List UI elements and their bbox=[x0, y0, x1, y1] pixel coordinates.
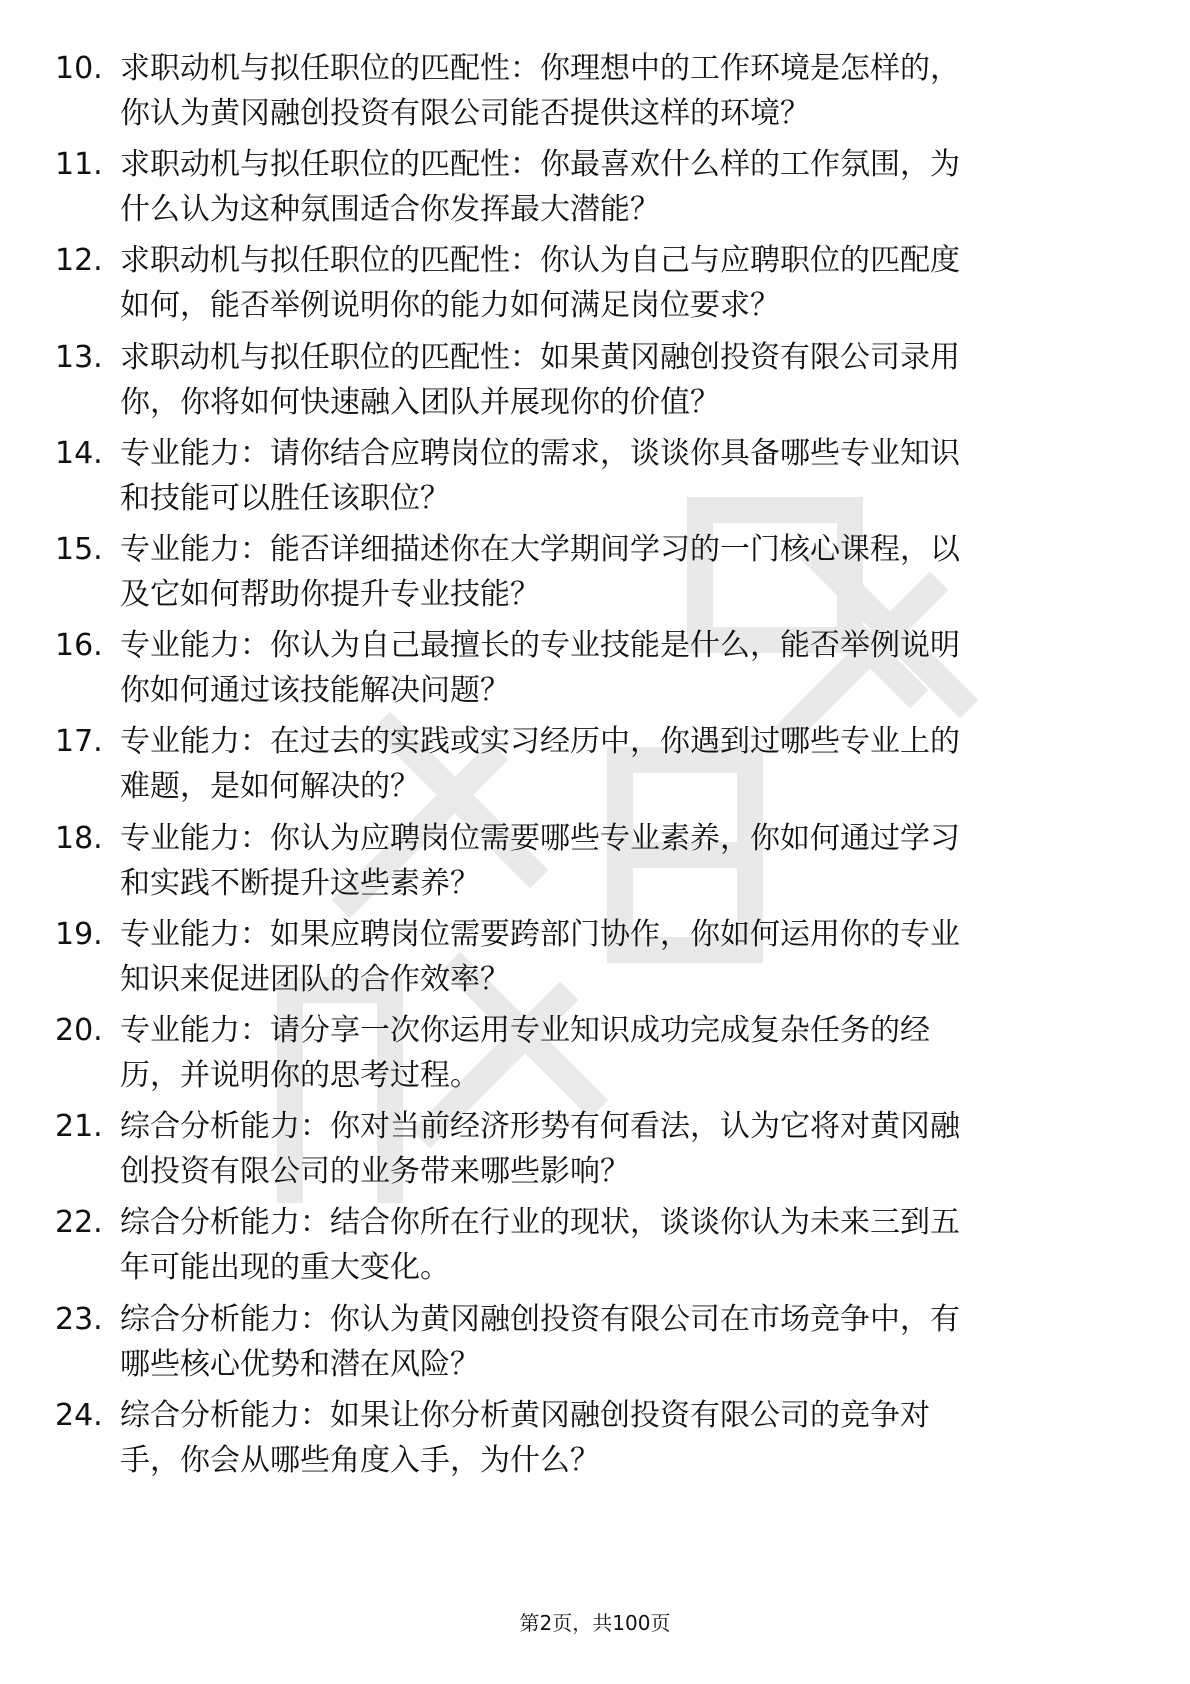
question-text-line: 难题，是如何解决的？ bbox=[120, 769, 420, 805]
question-item bbox=[55, 623, 1135, 713]
question-number: 17. bbox=[55, 724, 103, 760]
question-text-line: 求职动机与拟任职位的匹配性：如果黄冈融创投资有限公司录用 bbox=[120, 339, 960, 375]
question-number: 10. bbox=[55, 51, 103, 86]
question-item bbox=[55, 1008, 1135, 1098]
question-number: 19. bbox=[55, 916, 103, 952]
question-item bbox=[55, 1200, 1135, 1290]
question-text-line: 专业能力：能否详细描述你在大学期间学习的一门核心课程，以 bbox=[120, 532, 960, 567]
question-text-line: 什么认为这种氛围适合你发挥最大潜能？ bbox=[120, 192, 660, 228]
question-text-line: 你如何通过该技能解决问题？ bbox=[120, 673, 510, 709]
question-item bbox=[55, 1393, 1135, 1483]
question-number: 16. bbox=[55, 628, 103, 664]
question-item bbox=[55, 142, 1135, 232]
question-text-line: 综合分析能力：你认为黄冈融创投资有限公司在市场竞争中，有 bbox=[120, 1301, 960, 1337]
question-text-line: 专业能力：你认为应聘岗位需要哪些专业素养，你如何通过学习 bbox=[120, 820, 960, 856]
question-text-line: 你认为黄冈融创投资有限公司能否提供这样的环境？ bbox=[120, 96, 810, 131]
question-number: 14. bbox=[55, 435, 103, 471]
question-text bbox=[120, 527, 1120, 617]
question-text-line: 专业能力：如果应聘岗位需要跨部门协作，你如何运用你的专业 bbox=[120, 916, 960, 952]
question-text-line: 历，并说明你的思考过程。 bbox=[120, 1058, 480, 1093]
question-text-line: 手，你会从哪些角度入手，为什么？ bbox=[120, 1442, 600, 1478]
question-text bbox=[120, 335, 1120, 425]
question-text-line: 创投资有限公司的业务带来哪些影响？ bbox=[120, 1154, 630, 1190]
question-text bbox=[120, 912, 1120, 1002]
question-text bbox=[120, 1297, 1120, 1387]
question-number: 23. bbox=[55, 1301, 103, 1337]
question-text-line: 你，你将如何快速融入团队并展现你的价值？ bbox=[120, 384, 720, 420]
question-item bbox=[55, 46, 1135, 136]
question-text bbox=[120, 46, 1120, 136]
question-number: 22. bbox=[55, 1205, 103, 1241]
question-text-line: 和技能可以胜任该职位？ bbox=[120, 480, 450, 516]
question-text-line: 知识来促进团队的合作效率？ bbox=[120, 961, 510, 997]
question-text-line: 如何，能否举例说明你的能力如何满足岗位要求？ bbox=[120, 288, 780, 324]
question-text-line: 专业能力：在过去的实践或实习经历中，你遇到过哪些专业上的 bbox=[120, 724, 960, 760]
question-item bbox=[55, 912, 1135, 1002]
question-text bbox=[120, 142, 1120, 232]
question-number: 12. bbox=[55, 243, 103, 279]
question-number: 15. bbox=[55, 532, 103, 567]
question-text bbox=[120, 238, 1120, 328]
question-item bbox=[55, 527, 1135, 617]
question-text bbox=[120, 431, 1120, 521]
question-text-line: 专业能力：请你结合应聘岗位的需求，谈谈你具备哪些专业知识 bbox=[120, 435, 960, 471]
question-text-line: 求职动机与拟任职位的匹配性：你认为自己与应聘职位的匹配度 bbox=[120, 243, 960, 279]
question-text-line: 哪些核心优势和潜在风险？ bbox=[120, 1346, 480, 1382]
question-text-line: 综合分析能力：结合你所在行业的现状，谈谈你认为未来三到五 bbox=[120, 1205, 960, 1241]
question-text-line: 综合分析能力：如果让你分析黄冈融创投资有限公司的竞争对 bbox=[120, 1397, 930, 1433]
question-item bbox=[55, 335, 1135, 425]
question-number: 20. bbox=[55, 1013, 103, 1048]
page-number-footer: 第2页，共100页 bbox=[519, 1611, 671, 1635]
question-text-line: 求职动机与拟任职位的匹配性：你最喜欢什么样的工作氛围，为 bbox=[120, 147, 960, 183]
question-text bbox=[120, 719, 1120, 809]
question-item bbox=[55, 719, 1135, 809]
question-text bbox=[120, 1200, 1120, 1290]
question-text bbox=[120, 1008, 1120, 1098]
question-text-line: 和实践不断提升这些素养？ bbox=[120, 865, 480, 901]
question-number: 24. bbox=[55, 1397, 103, 1433]
question-item bbox=[55, 1104, 1135, 1194]
question-item bbox=[55, 1297, 1135, 1387]
question-text bbox=[120, 623, 1120, 713]
question-text-line: 专业能力：你认为自己最擅长的专业技能是什么，能否举例说明 bbox=[120, 628, 960, 664]
question-text-line: 年可能出现的重大变化。 bbox=[120, 1250, 450, 1286]
question-item bbox=[55, 431, 1135, 521]
question-number: 13. bbox=[55, 339, 103, 375]
question-text bbox=[120, 1104, 1120, 1194]
question-text-line: 求职动机与拟任职位的匹配性：你理想中的工作环境是怎样的， bbox=[120, 51, 960, 86]
question-number: 11. bbox=[55, 147, 103, 183]
question-text-line: 专业能力：请分享一次你运用专业知识成功完成复杂任务的经 bbox=[120, 1013, 930, 1048]
question-text bbox=[120, 816, 1120, 906]
question-item bbox=[55, 816, 1135, 906]
question-text-line: 及它如何帮助你提升专业技能？ bbox=[120, 577, 540, 612]
question-number: 21. bbox=[55, 1109, 103, 1145]
question-text bbox=[120, 1393, 1120, 1483]
question-text-line: 综合分析能力：你对当前经济形势有何看法，认为它将对黄冈融 bbox=[120, 1109, 960, 1145]
question-item bbox=[55, 238, 1135, 328]
question-number: 18. bbox=[55, 820, 103, 856]
